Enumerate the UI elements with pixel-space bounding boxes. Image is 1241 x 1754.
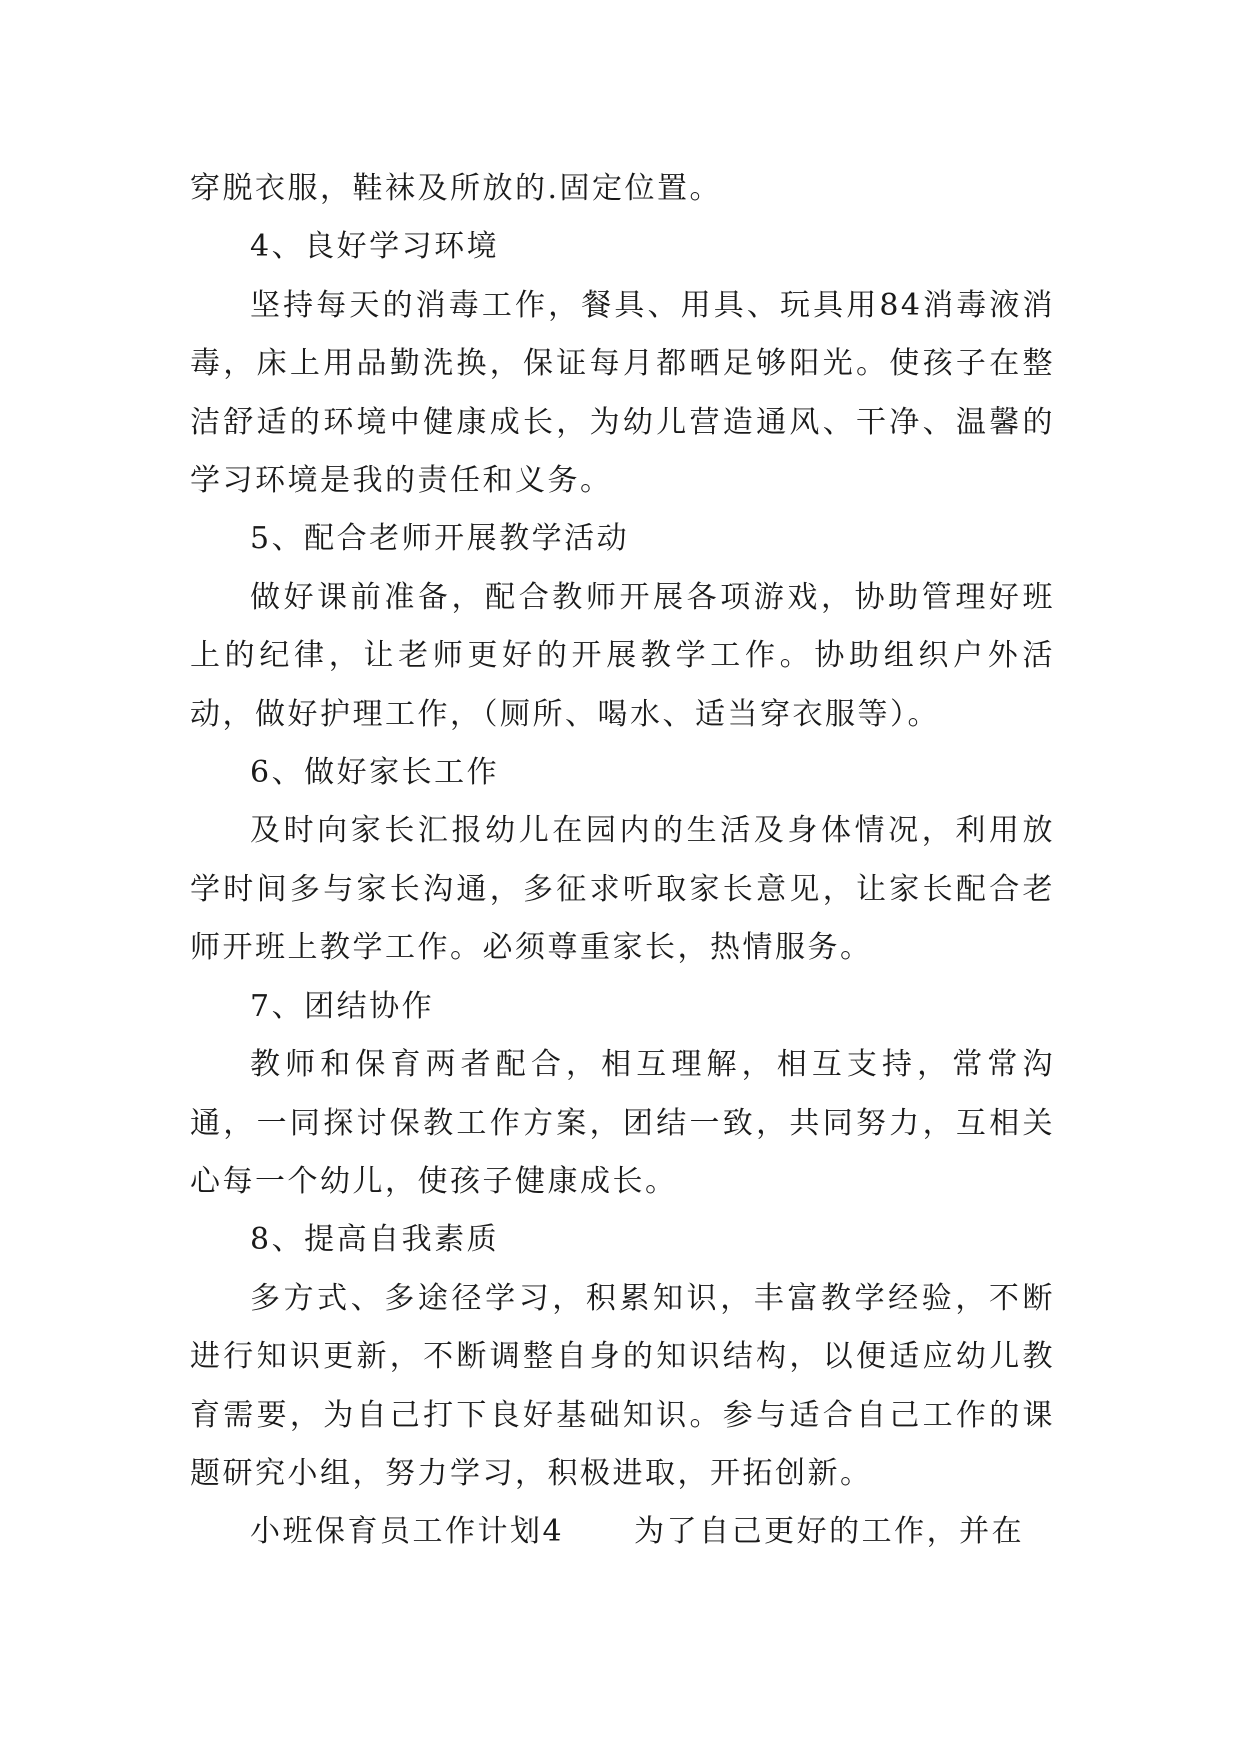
paragraph-continuation: 穿脱衣服，鞋袜及所放的.固定位置。 <box>190 171 723 206</box>
section-heading-5: 5、配合老师开展教学活动 <box>250 521 630 557</box>
next-plan-text: 为了自己更好的工作，并在 <box>634 1514 1025 1550</box>
paragraph-self-improvement: 多方式、多途径学习，积累知识，丰富教学经验，不断进行知识更新，不断调整自身的知识结构，以便适应幼儿教育需要，为自己打下良好基础知识。参与适合自己工作的课题研究小组，努力学习，积极进取，开拓创新。 <box>190 1280 1055 1491</box>
paragraph-environment: 坚持每天的消毒工作，餐具、用具、玩具用84消毒液消毒，床上用品勤洗换，保证每月都晒足够阳光。使孩子在整洁舒适的环境中健康成长，为幼儿营造通风、干净、温馨的学习环境是我的责任和义务。 <box>190 287 1055 499</box>
section-heading-4: 4、良好学习环境 <box>250 229 500 265</box>
section-heading-8: 8、提高自我素质 <box>250 1222 500 1258</box>
paragraph-parents: 及时向家长汇报幼儿在园内的生活及身体情况，利用放学时间多与家长沟通，多征求听取家长意见，让家长配合老师开班上教学工作。必须尊重家长，热情服务。 <box>190 813 1055 966</box>
section-heading-6: 6、做好家长工作 <box>250 755 500 791</box>
paragraph-teaching: 做好课前准备，配合教师开展各项游戏，协助管理好班上的纪律，让老师更好的开展教学工作。协助组织户外活动，做好护理工作，（厕所、喝水、适当穿衣服等）。 <box>190 579 1055 732</box>
paragraph-cooperation: 教师和保育两者配合，相互理解，相互支持，常常沟通，一同探讨保教工作方案，团结一致，共同努力，互相关心每一个幼儿，使孩子健康成长。 <box>190 1047 1055 1199</box>
paragraph-next-plan <box>190 1503 1055 1561</box>
document-body <box>190 160 1055 1562</box>
next-plan-title: 小班保育员工作计划4 <box>250 1514 565 1550</box>
section-heading-7: 7、团结协作 <box>250 988 435 1024</box>
